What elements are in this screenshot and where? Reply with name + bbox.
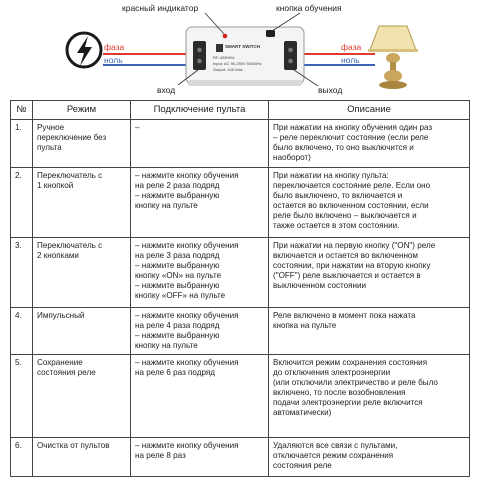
output-terminal [284,41,297,70]
description-cell-line: отключается режим сохранения [273,450,394,460]
description-cell-line: При нажатии на первую кнопку ("ON") реле [273,240,436,250]
header-number: № [11,101,33,120]
mode-cell-line: Импульсный [37,310,85,320]
table-row [11,307,470,354]
description-cell-line: включено, то после возобновления [273,387,406,397]
connection-cell-line: кнопку на пульте [135,200,198,210]
table-row [11,167,470,237]
mode-cell [33,307,131,354]
connection-cell-line: на реле 2 раза подряд [135,180,220,190]
mode-cell-line: состояния реле [37,367,96,377]
phase-label-right: фаза [341,42,362,52]
learning-button-label: кнопка обучения [276,3,342,13]
description-cell [269,237,470,307]
connection-cell [131,167,269,237]
description-cell-line: Включится режим сохранения состояния [273,357,428,367]
mode-cell-line: Ручное [37,122,65,132]
connection-cell-line: – [135,122,140,132]
mode-cell [33,354,131,437]
description-cell-line: ("OFF") реле выключается и остается в [273,270,421,280]
mode-cell-line: 2 кнопками [37,250,79,260]
connection-cell-line: на реле 6 раз подряд [135,367,215,377]
mode-cell [33,119,131,167]
description-cell-line: переключается состояние реле. Если оно [273,180,431,190]
connection-cell-line: – нажмите кнопку обучения [135,310,239,320]
description-cell-line: остается во включенном состоянии, если [273,200,429,210]
relay-device [186,27,304,86]
table-row [11,119,470,167]
connection-cell-line: – нажмите выбранную [135,280,220,290]
description-cell-line: реле было включено – выключается и [273,210,417,220]
description-cell-line: Реле включено в момент пока нажата [273,310,416,320]
neutral-label-right: ноль [341,55,360,65]
mode-cell [33,167,131,237]
description-cell-line: было выключено, то включается и [273,190,403,200]
description-cell-line: Удаляются все связи с пультами, [273,440,398,450]
connection-cell [131,237,269,307]
row-number: 6. [11,437,33,476]
output-label: выход [318,85,343,95]
connection-cell [131,354,269,437]
description-cell-line: подачи электроэнергии реле включится [273,398,423,408]
connection-cell-line: на реле 4 раза подряд [135,320,220,330]
connection-cell-line: – нажмите кнопку обучения [135,240,239,250]
connection-cell-line: – нажмите кнопку обучения [135,170,239,180]
description-cell-line: – реле переключит состояние (если реле [273,132,429,142]
connection-cell-line: кнопку «ON» на пульте [135,270,222,280]
table-row [11,437,470,476]
description-cell-line: наоборот) [273,152,311,162]
description-cell [269,307,470,354]
connection-cell-line: – нажмите кнопку обучения [135,357,239,367]
description-cell-line: выключенном состоянии [273,280,367,290]
red-indicator-label: красный индикатор [122,3,199,13]
row-number: 1. [11,119,33,167]
description-cell [269,119,470,167]
mode-cell-line: Очистка от пультов [37,440,110,450]
connection-cell [131,437,269,476]
table-row [11,354,470,437]
table-lamp-icon [368,26,418,89]
table-header-row [11,101,470,120]
neutral-label-left: ноль [104,55,123,65]
device-spec-input: Input: AC 90-250V 50/60Hz [213,61,262,66]
input-label: вход [157,85,176,95]
relay-modes-table [10,100,470,477]
device-spec-output: Output: 10A Max [213,67,243,72]
mode-cell [33,237,131,307]
description-cell-line: состоянии, при нажатии на вторую кнопку [273,260,431,270]
description-cell [269,167,470,237]
header-remote-connection: Подключение пульта [131,101,269,120]
description-cell-line: состояния реле [273,460,332,470]
mode-cell [33,437,131,476]
row-number: 2. [11,167,33,237]
wiring-svg [0,0,477,100]
description-cell [269,437,470,476]
mode-cell-line: 1 кнопкой [37,180,74,190]
row-number: 4. [11,307,33,354]
connection-cell-line: кнопку на пульте [135,340,198,350]
connection-cell-line: – нажмите выбранную [135,260,220,270]
description-cell-line: кнопка на пульте [273,320,337,330]
connection-cell-line: – нажмите выбранную [135,190,220,200]
description-cell-line: до отключения электроэнергии [273,367,391,377]
input-terminal [193,41,206,70]
connection-cell-line: на реле 8 раз [135,450,186,460]
description-cell [269,354,470,437]
connection-cell-line: на реле 3 раза подряд [135,250,220,260]
description-cell-line: включается и остается во включенном [273,250,418,260]
red-indicator-led [223,34,228,39]
device-model: RF-433MHz [213,55,235,60]
phase-label-left: фаза [104,42,125,52]
connection-cell [131,119,269,167]
mode-cell-line: Сохранение [37,357,83,367]
description-cell-line: автоматически) [273,408,332,418]
connection-cell [131,307,269,354]
mode-cell-line: Переключатель с [37,240,103,250]
connection-cell-line: кнопку «OFF» на пульте [135,290,226,300]
table-row [11,237,470,307]
device-brand: SMART SWITCH [225,44,260,49]
description-cell-line: (или отключили электричество и реле было [273,377,438,387]
row-number: 3. [11,237,33,307]
mode-cell-line: пульта [37,142,62,152]
description-cell-line: было включено, то оно выключится и [273,142,414,152]
row-number: 5. [11,354,33,437]
table-body [11,119,470,476]
mode-cell-line: переключение без [37,132,107,142]
header-description: Описание [269,101,470,120]
wiring-diagram [0,0,477,100]
description-cell-line: также остается в этом состоянии. [273,220,400,230]
learning-button [266,30,275,37]
connection-cell-line: – нажмите выбранную [135,330,220,340]
connection-cell-line: – нажмите кнопку обучения [135,440,239,450]
description-cell-line: При нажатии на кнопку пульта: [273,170,389,180]
header-mode: Режим [33,101,131,120]
lightning-icon [67,33,101,67]
description-cell-line: При нажатии на кнопку обучения один раз [273,122,433,132]
mode-cell-line: Переключатель с [37,170,103,180]
